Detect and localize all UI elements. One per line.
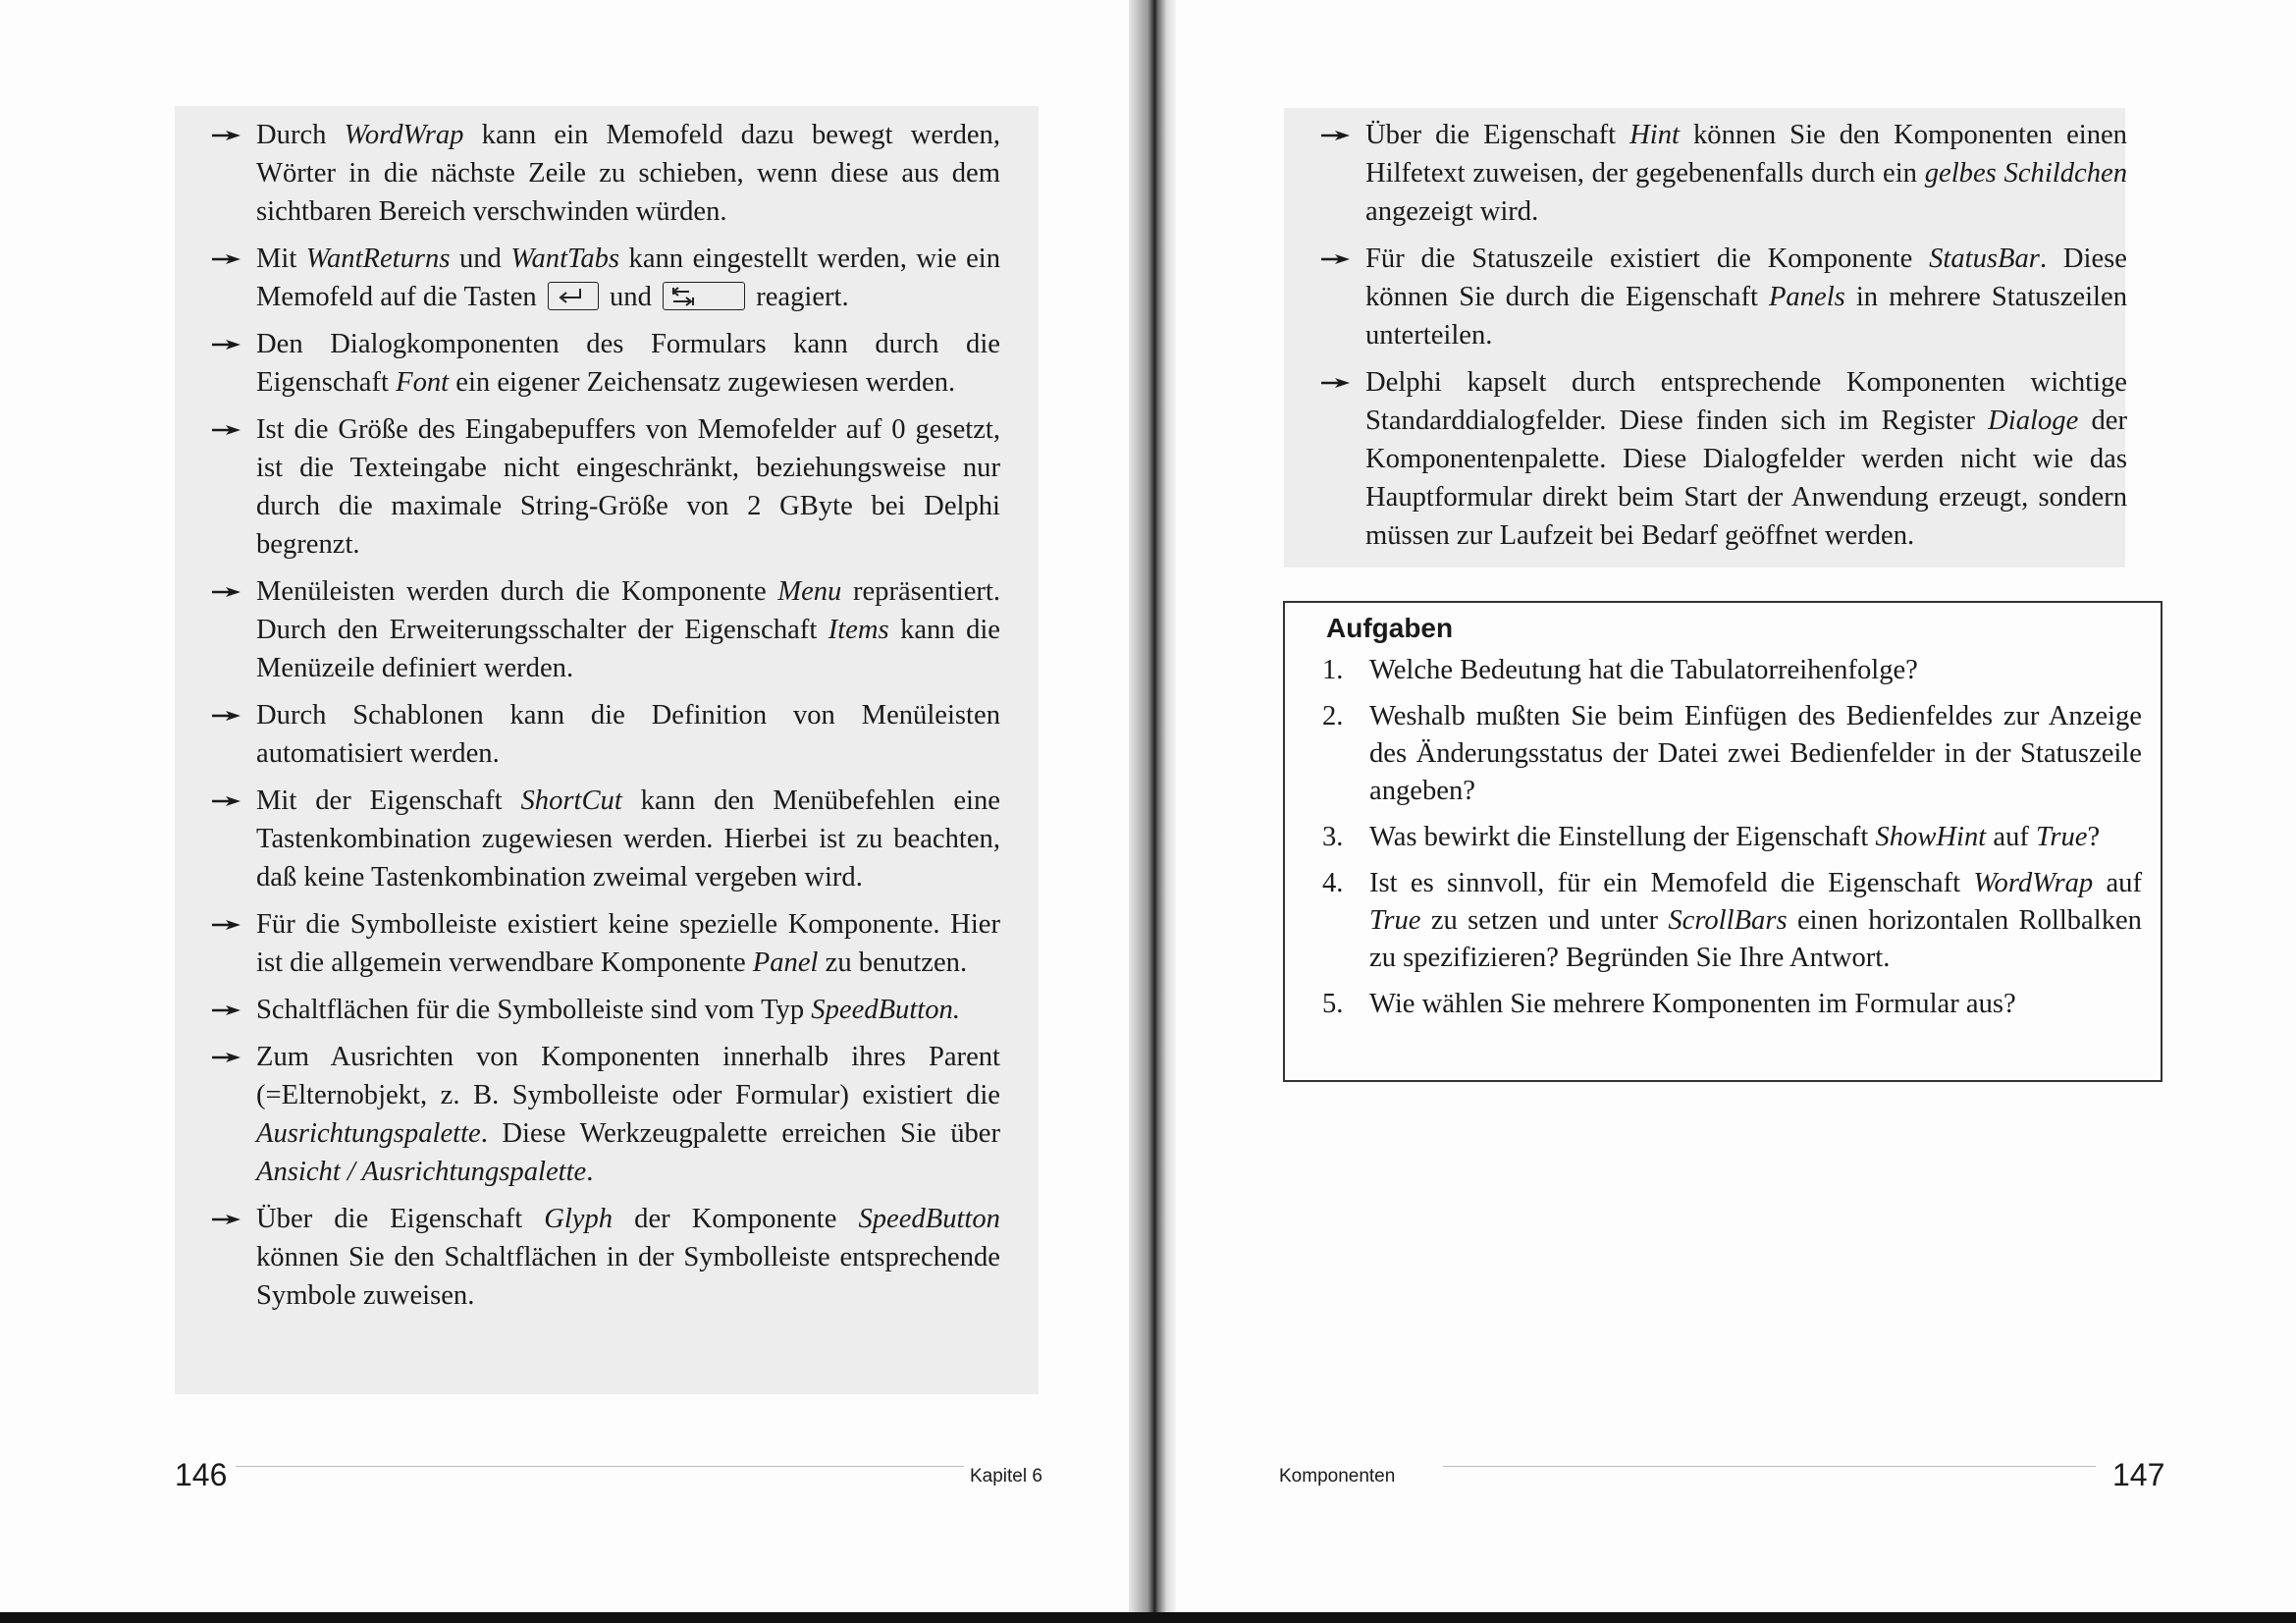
text-run: auf: [1986, 822, 2037, 852]
text-run: Mit: [256, 243, 306, 274]
italic-term: True: [2036, 822, 2088, 852]
italic-term: gelbes Schildchen: [1924, 158, 2127, 189]
text-run: ein eigener Zeichensatz zugewiesen werden.: [449, 367, 956, 398]
text-run: Delphi kapselt durch entsprechende Komponenten wichtige Standarddialogfelder. Diese finden sich im Register: [1365, 367, 2127, 436]
text-run: Ist die Größe des Eingabepuffers von Memofelder auf 0 gesetzt, ist die Texteingabe nicht eingeschränkt, beziehungsweise nur durch die maximale String-Größe von 2 GByte bei Delphi begrenzt.: [256, 414, 1000, 560]
text-run: Weshalb mußten Sie beim Einfügen des Bedienfeldes zur Anzeige des Änderungsstatus der Datei zwei Bedienfelder in der Statuszeile angeben?: [1369, 701, 2142, 806]
text-run: Ist es sinnvoll, für ein Memofeld die Eigenschaft: [1369, 868, 1974, 898]
text-run: kann eingestellt werden, wie ein Memofeld auf die Tasten: [256, 243, 1001, 312]
page-number-right: 147: [2112, 1457, 2165, 1492]
text-run: der Komponente: [613, 1204, 859, 1234]
italic-term: SpeedButton.: [811, 995, 960, 1025]
text-run: Schaltflächen für die Symbolleiste sind vom Typ: [256, 995, 812, 1025]
text-run: angezeigt wird.: [1365, 196, 1539, 227]
text-run: kann den Menübefehlen eine Tastenkombination zugewiesen werden. Hierbei ist zu beachten, daß keine Tastenkombination zweimal vergeben wird.: [256, 785, 1000, 893]
arrow-bullet-icon: [1320, 130, 1352, 141]
arrow-bullet-icon: [1320, 377, 1352, 389]
exercise-number: 3.: [1322, 822, 1344, 852]
exercises-box: [1283, 601, 2163, 1082]
italic-term: Ausrichtungspalette: [256, 1118, 481, 1149]
text-run: reagiert.: [749, 282, 849, 312]
italic-term: Panels: [1768, 282, 1845, 312]
exercise-number: 1.: [1322, 655, 1344, 685]
exercise-item: [1322, 865, 2142, 977]
italic-term: Ansicht / Ausrichtungspalette: [256, 1157, 587, 1187]
italic-term: Menu: [777, 576, 842, 607]
text-run: Über die Eigenschaft: [256, 1204, 545, 1234]
exercise-number: 4.: [1322, 868, 1344, 898]
text-run: Durch Schablonen kann die Definition von Menüleisten automatisiert werden.: [256, 700, 1000, 769]
text-run: Für die Symbolleiste existiert keine spezielle Komponente. Hier ist die allgemein verwendbare Komponente: [256, 909, 1000, 978]
text-run: repräsentiert. Durch den Erweiterungsschalter der Eigenschaft: [256, 576, 1000, 645]
list-item: [1320, 240, 2127, 354]
italic-term: Dialoge: [1988, 406, 2079, 436]
list-item: [1320, 116, 2127, 231]
italic-term: True: [1369, 905, 1421, 936]
text-run: können Sie den Schaltflächen in der Symbolleiste entsprechende Symbole zuweisen.: [256, 1242, 1000, 1311]
text-run: zu benutzen.: [818, 947, 968, 978]
text-run: in mehrere Statuszeilen unterteilen.: [1365, 282, 2127, 351]
exercise-number: 5.: [1322, 989, 1344, 1019]
footer-rule-right: [1443, 1466, 2096, 1467]
text-run: Zum Ausrichten von Komponenten innerhalb ihres Parent (=Elternobjekt, z. B. Symbolleiste oder Formular) existiert die: [256, 1042, 1000, 1110]
exercise-item: [1322, 819, 2142, 856]
running-head-right: Komponenten: [1279, 1466, 1396, 1487]
text-run: kann ein Memofeld dazu bewegt werden, Wörter in die nächste Zeile zu schieben, wenn diese aus dem sichtbaren Bereich verschwinden würden.: [256, 120, 1000, 227]
right-bullet-list: [1320, 116, 2127, 564]
text-run: .: [586, 1157, 594, 1187]
italic-term: Hint: [1629, 120, 1680, 150]
text-run: der Komponentenpalette. Diese Dialogfelder werden nicht wie das Hauptformular direkt beim Start der Anwendung erzeugt, sondern müssen zur Laufzeit bei Bedarf geöffnet werden.: [1365, 406, 2127, 551]
text-run: und: [450, 243, 511, 274]
exercise-item: [1322, 698, 2142, 810]
text-run: Welche Bedeutung hat die Tabulatorreihenfolge?: [1369, 655, 1918, 685]
italic-term: WantReturns: [305, 243, 451, 274]
text-run: Was bewirkt die Einstellung der Eigenschaft: [1369, 822, 1876, 852]
italic-term: SpeedButton: [858, 1204, 1000, 1234]
text-run: Wie wählen Sie mehrere Komponenten im Formular aus?: [1369, 989, 2016, 1019]
exercises-title: Aufgaben: [1326, 613, 1454, 643]
italic-term: ScrollBars: [1668, 905, 1788, 936]
arrow-bullet-icon: [1320, 253, 1352, 265]
text-run: Über die Eigenschaft: [1365, 120, 1630, 150]
italic-term: Font: [396, 367, 450, 398]
italic-term: WordWrap: [1973, 868, 2094, 898]
text-run: . Diese können Sie durch die Eigenschaft: [1365, 243, 2127, 312]
text-run: kann die Menüzeile definiert werden.: [256, 615, 1001, 683]
exercises-list: [1322, 652, 2142, 1032]
italic-term: Glyph: [544, 1204, 614, 1234]
exercise-item: [1322, 986, 2142, 1023]
text-run: . Diese Werkzeugpalette erreichen Sie über: [480, 1118, 1000, 1149]
italic-term: StatusBar: [1929, 243, 2040, 274]
exercise-item: [1322, 652, 2142, 689]
text-run: ?: [2087, 822, 2101, 852]
page-number-left: 146: [175, 1457, 228, 1492]
italic-term: Panel: [752, 947, 819, 978]
text-run: einen horizontalen Rollbalken zu spezifizieren? Begründen Sie Ihre Antwort.: [1369, 905, 2142, 973]
text-run: Mit der Eigenschaft: [256, 785, 521, 816]
text-run: Den Dialogkomponenten des Formulars kann durch die Eigenschaft: [256, 329, 1000, 398]
running-head-left: Kapitel 6: [970, 1466, 1042, 1487]
italic-term: Items: [828, 615, 889, 645]
text-run: und: [602, 282, 660, 312]
scan-bottom-edge: [0, 1612, 2296, 1623]
text-run: Durch: [256, 120, 345, 150]
list-item: [1320, 363, 2127, 555]
italic-term: ShowHint: [1875, 822, 1987, 852]
italic-term: WordWrap: [344, 120, 464, 150]
exercise-number: 2.: [1322, 701, 1344, 731]
text-run: auf: [2093, 868, 2142, 898]
text-run: Menüleisten werden durch die Komponente: [256, 576, 778, 607]
text-run: zu setzen und unter: [1420, 905, 1669, 936]
italic-term: ShortCut: [520, 785, 622, 816]
text-run: Für die Statuszeile existiert die Komponente: [1365, 243, 1930, 274]
italic-term: WantTabs: [510, 243, 620, 274]
text-run: können Sie den Komponenten einen Hilfetext zuweisen, der gegebenenfalls durch ein: [1365, 120, 2127, 189]
